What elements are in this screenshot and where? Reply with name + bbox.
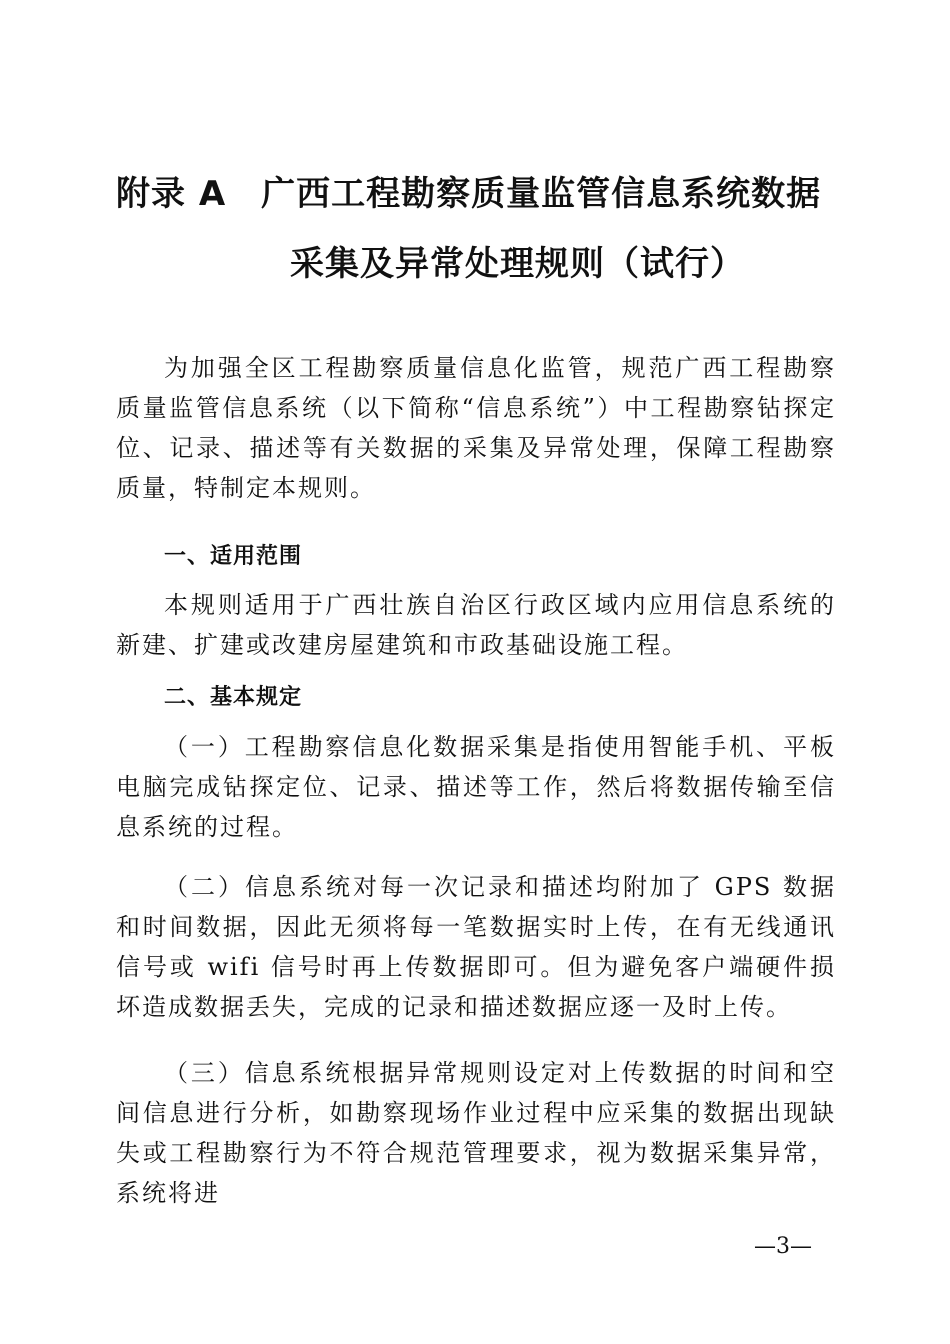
section-2-heading: 二、基本规定 [164,685,303,710]
page-number: —3— [754,1234,812,1259]
section-1-body: 本规则适用于广西壮族自治区行政区域内应用信息系统的新建、扩建或改建房屋建筑和市政基础设施工程。 [116,591,836,659]
section-1-heading: 一、适用范围 [164,544,303,569]
clause-3: （三）信息系统根据异常规则设定对上传数据的时间和空间信息进行分析，如勘察现场作业过程中应采集的数据出现缺失或工程勘察行为不符合规范管理要求，视为数据采集异常，系统将进 [116,1059,836,1207]
title-line-2: 采集及异常处理规则（试行） [290,244,745,284]
title-line-1: 附录 A 广西工程勘察质量监管信息系统数据 [116,174,822,214]
clause-1: （一）工程勘察信息化数据采集是指使用智能手机、平板电脑完成钻探定位、记录、描述等工作，然后将数据传输至信息系统的过程。 [116,733,836,841]
clause-2: （二）信息系统对每一次记录和描述均附加了 GPS 数据和时间数据，因此无须将每一笔数据实时上传，在有无线通讯信号或 wifi 信号时再上传数据即可。但为避免客户端硬件损坏造成数据丢失，完成的记录和描述数据应逐一及时上传。 [116,873,836,1021]
intro-paragraph: 为加强全区工程勘察质量信息化监管，规范广西工程勘察质量监管信息系统（以下简称“信息系统”）中工程勘察钻探定位、记录、描述等有关数据的采集及异常处理，保障工程勘察质量，特制定本规则。 [116,354,836,502]
